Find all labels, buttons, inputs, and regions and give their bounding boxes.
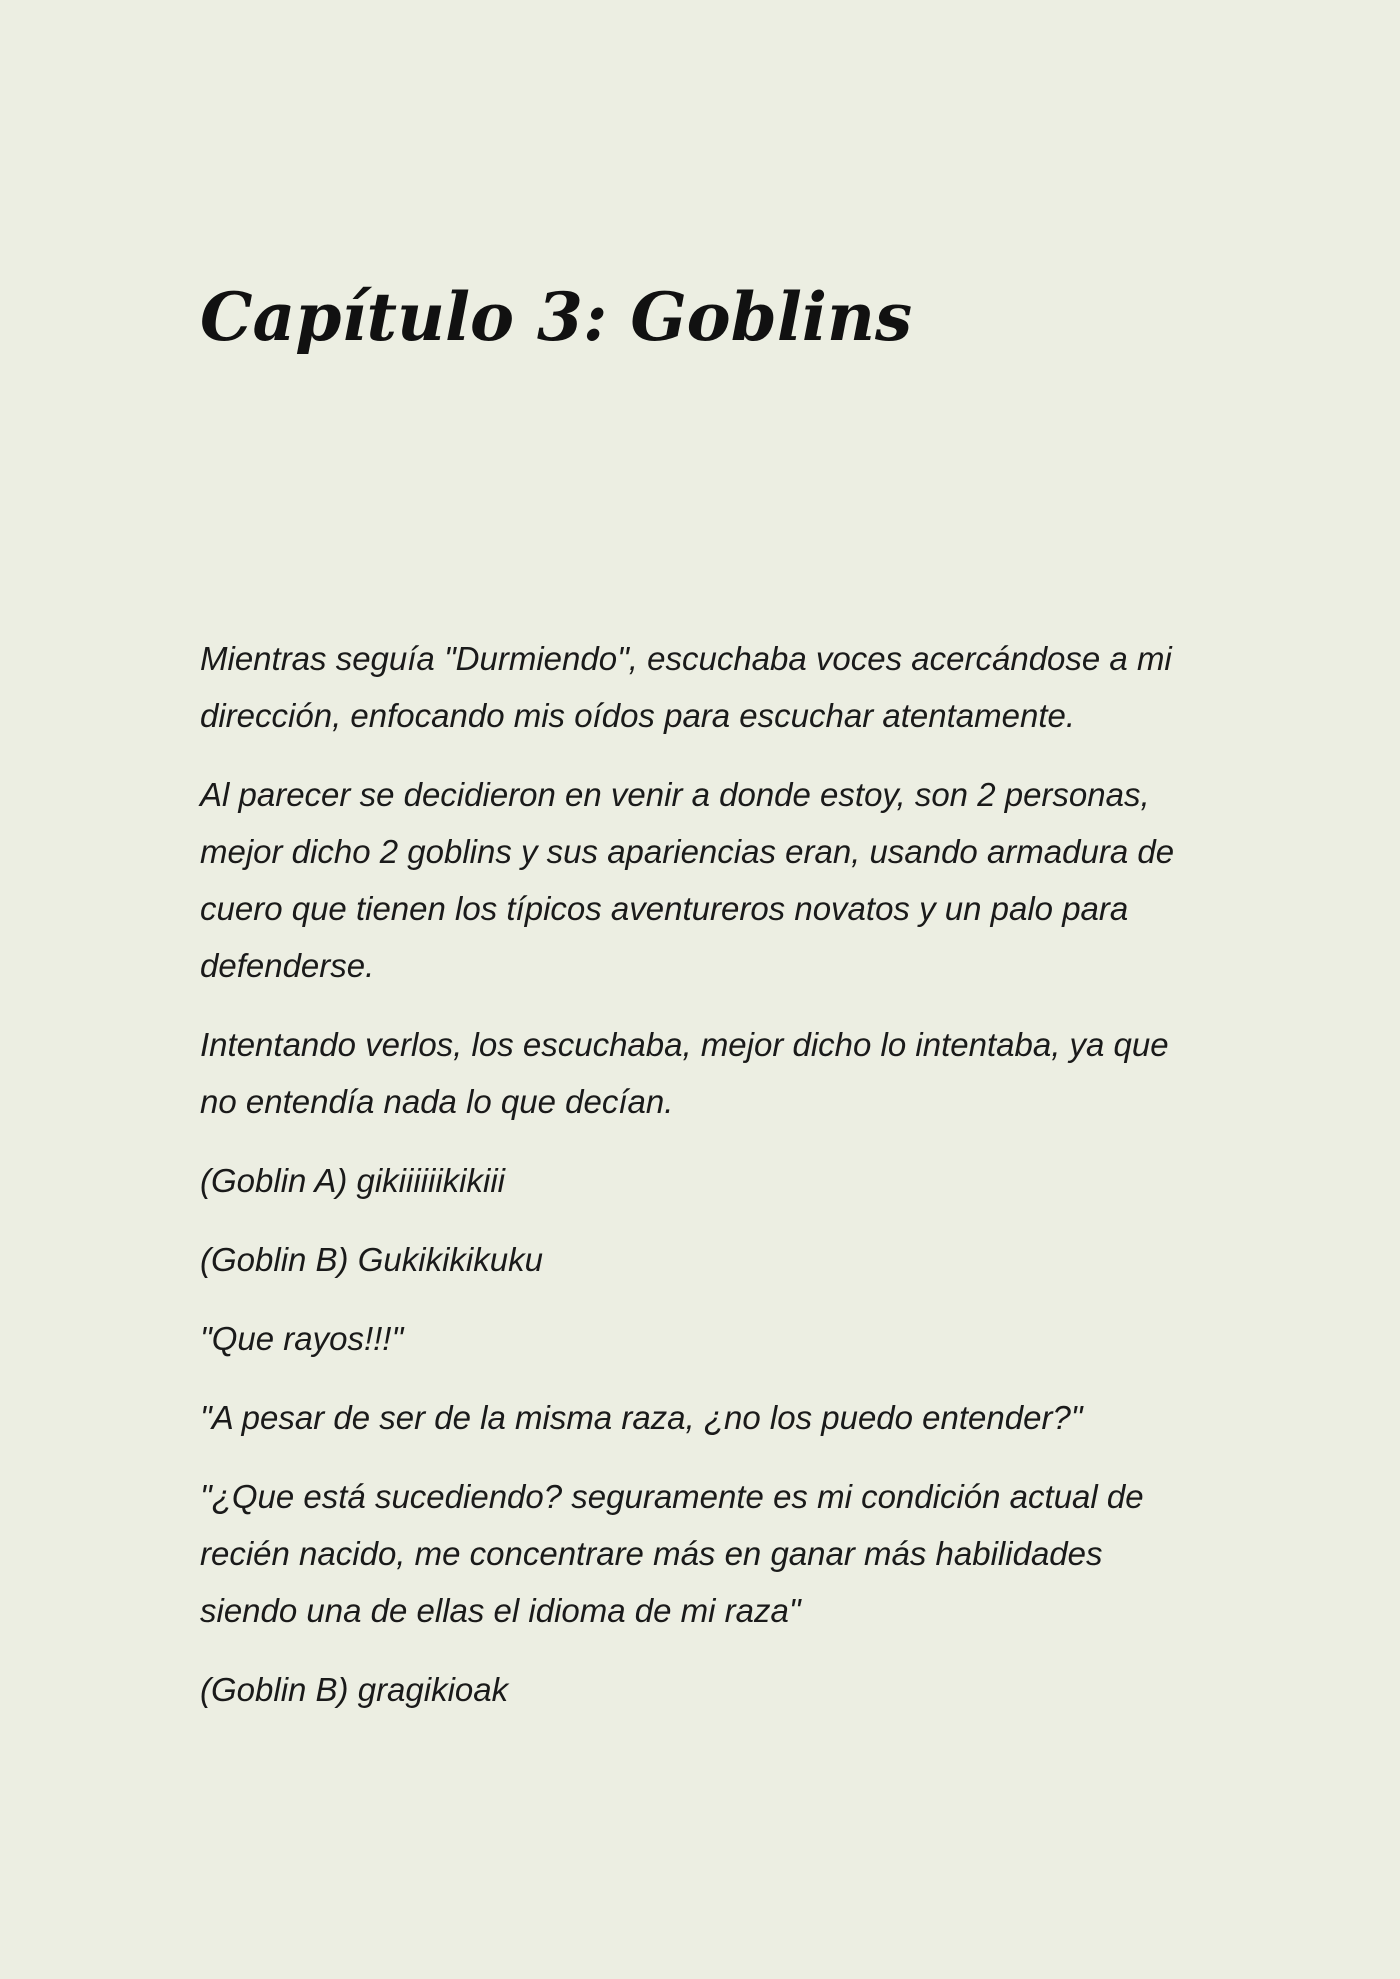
dialogue-line: "Que rayos!!!": [200, 1320, 404, 1357]
dialogue-line: (Goblin B) Gukikikikuku: [200, 1241, 543, 1278]
chapter-body: [200, 630, 1200, 1740]
dialogue-line: (Goblin B) gragikioak: [200, 1671, 509, 1708]
dialogue-line: "¿Que está sucediendo? seguramente es mi condición actual de recién nacido, me concentrare más en ganar más habilidades siendo una de ellas el idioma de mi raza": [200, 1478, 1144, 1629]
paragraph: Mientras seguía "Durmiendo", escuchaba voces acercándose a mi dirección, enfocando mis oídos para escuchar atentamente.: [200, 640, 1172, 734]
paragraph: Al parecer se decidieron en venir a donde estoy, son 2 personas, mejor dicho 2 goblins y sus apariencias eran, usando armadura de cuero que tienen los típicos aventureros novatos y un palo para defenderse.: [200, 776, 1175, 984]
paragraph: Intentando verlos, los escuchaba, mejor dicho lo intentaba, ya que no entendía nada lo que decían.: [200, 1026, 1169, 1120]
chapter-title: Capítulo 3: Goblins: [200, 278, 913, 356]
dialogue-line: (Goblin A) gikiiiiiikikiii: [200, 1162, 505, 1199]
dialogue-line: "A pesar de ser de la misma raza, ¿no los puedo entender?": [200, 1399, 1083, 1436]
